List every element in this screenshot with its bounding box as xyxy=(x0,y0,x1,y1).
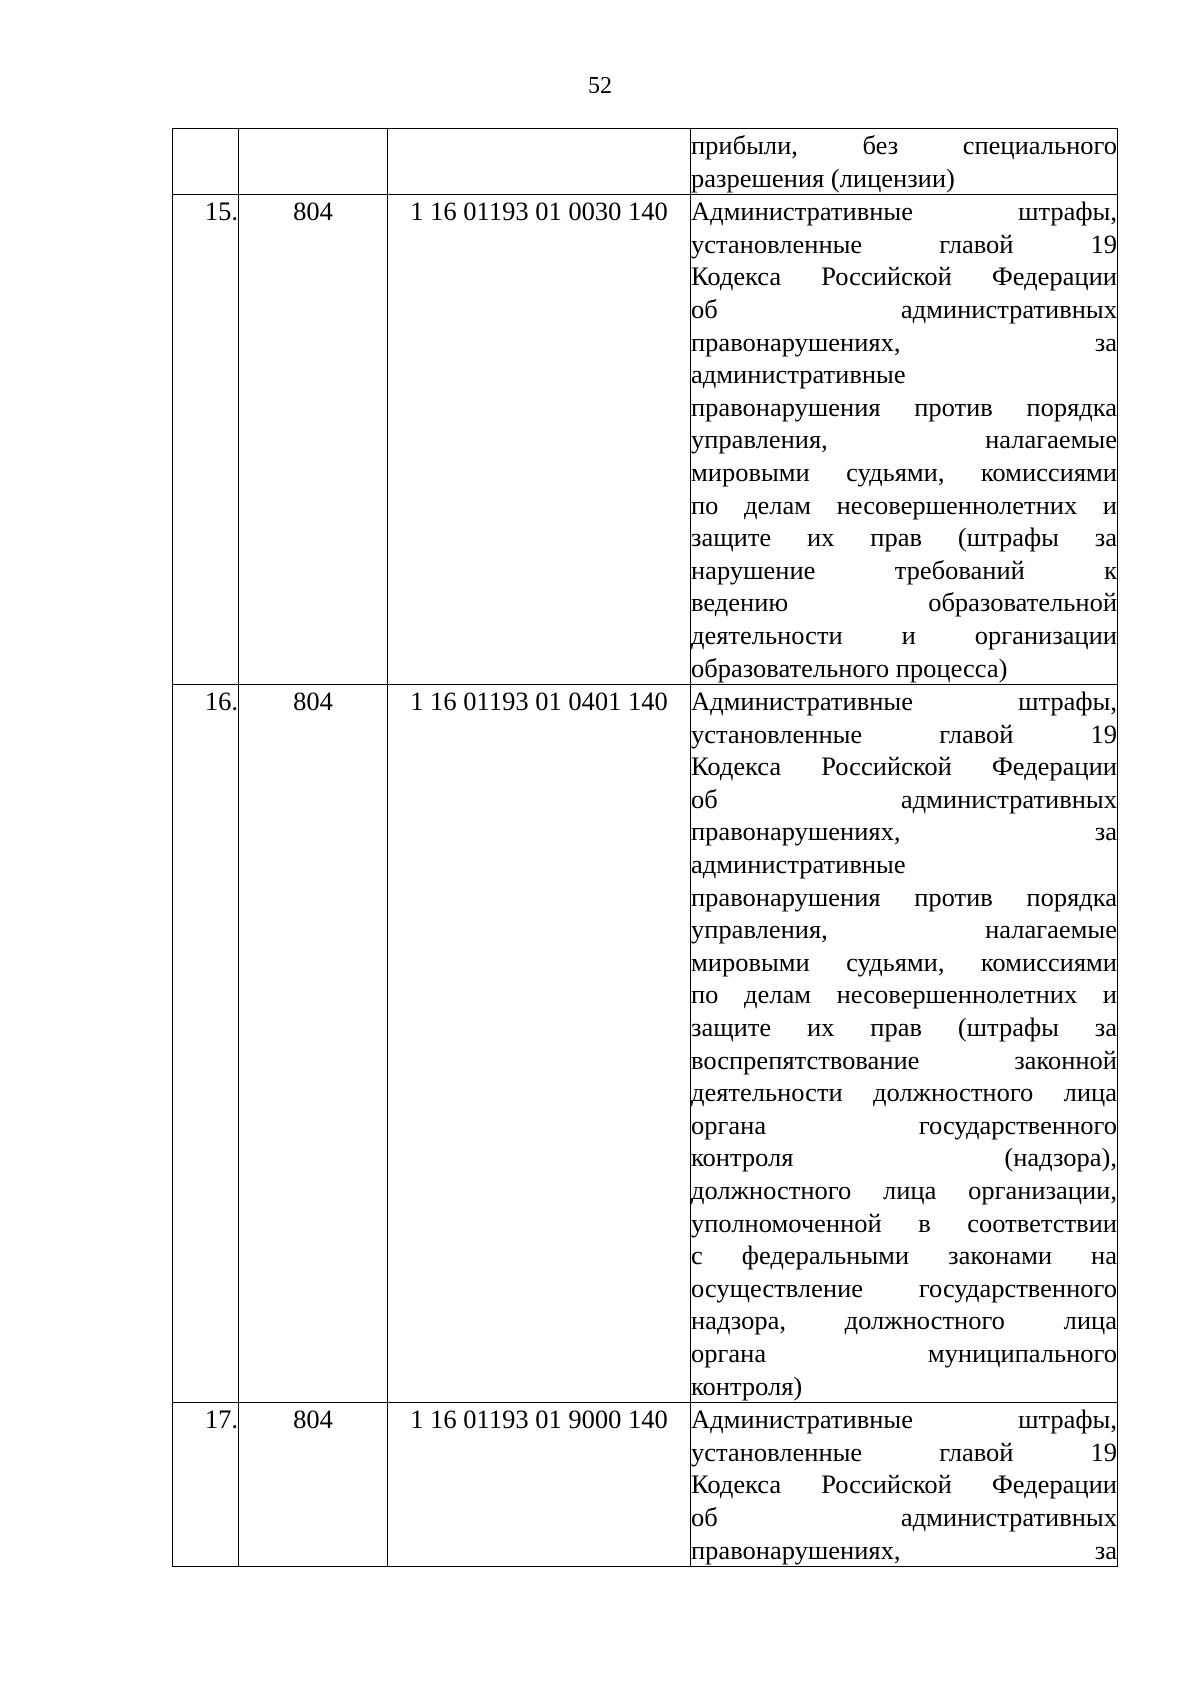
word: за xyxy=(1094,522,1117,553)
word: органа xyxy=(691,1109,767,1140)
description-line xyxy=(691,1109,1117,1142)
word: в xyxy=(918,1207,931,1238)
word: Российской xyxy=(821,751,952,782)
word: главой xyxy=(939,718,1014,749)
word: государственного xyxy=(918,1272,1117,1303)
word: порядка xyxy=(1026,391,1117,422)
word: Административные xyxy=(691,196,913,227)
description-line xyxy=(691,1468,1117,1501)
word: Кодекса xyxy=(691,1469,782,1500)
word: специального xyxy=(962,130,1117,160)
description-line xyxy=(691,978,1117,1011)
word: воспрепятствование xyxy=(691,1044,920,1075)
description-line xyxy=(691,423,1117,456)
kbk-code-cell xyxy=(388,129,691,195)
word: прибыли, xyxy=(691,130,798,160)
description-line xyxy=(691,1044,1117,1077)
word: Федерации xyxy=(991,261,1117,292)
word: и xyxy=(901,619,916,650)
admin-code-cell: 804 xyxy=(239,195,388,685)
kbk-code-cell: 1 16 01193 01 0030 140 xyxy=(388,195,691,685)
description-line xyxy=(691,1534,1117,1567)
word: осуществление xyxy=(691,1272,864,1303)
word: организации, xyxy=(968,1175,1117,1205)
description-line xyxy=(691,521,1117,554)
word: ведению xyxy=(691,587,789,618)
description-line xyxy=(691,1272,1117,1305)
word: Административные xyxy=(691,686,913,717)
word: (штрафы xyxy=(957,522,1059,553)
word: 19 xyxy=(1090,1436,1117,1467)
word: Федерации xyxy=(991,751,1117,782)
description-line xyxy=(691,685,1117,718)
word: требований xyxy=(894,554,1025,585)
admin-code-cell: 804 xyxy=(239,1403,388,1567)
word: и xyxy=(1102,979,1117,1010)
description-line xyxy=(691,1239,1117,1272)
word: правонарушения xyxy=(691,391,881,422)
word: об xyxy=(691,293,718,324)
description-line xyxy=(691,326,1117,359)
description-line xyxy=(691,1174,1117,1207)
word: прав xyxy=(870,1012,922,1043)
word: лица xyxy=(882,1175,937,1205)
word: организации xyxy=(974,619,1117,650)
word: судьями, xyxy=(846,946,945,977)
description-cell xyxy=(691,1403,1118,1567)
word: нарушение xyxy=(691,554,816,585)
word: несовершеннолетних xyxy=(836,489,1078,520)
description-line xyxy=(691,1207,1117,1240)
description-line xyxy=(691,1501,1117,1534)
description-line xyxy=(691,456,1117,489)
description-line: административные xyxy=(691,849,906,880)
word: уполномоченной xyxy=(691,1207,882,1238)
description-line xyxy=(691,881,1117,914)
description-line xyxy=(691,1436,1117,1469)
description-line xyxy=(691,913,1117,946)
description-cell xyxy=(691,685,1118,1403)
admin-code-cell: 804 xyxy=(239,685,388,1403)
word: лица xyxy=(1063,1305,1117,1336)
budget-code-table xyxy=(172,128,1118,1567)
word: мировыми xyxy=(691,456,810,487)
word: главой xyxy=(939,1436,1014,1467)
description-line xyxy=(691,1403,1117,1436)
description-cell xyxy=(691,195,1118,685)
description-line xyxy=(691,586,1117,619)
word: Российской xyxy=(821,1469,952,1500)
word: (надзора), xyxy=(1004,1142,1117,1173)
word: налагаемые xyxy=(985,914,1117,945)
word: органа xyxy=(691,1337,767,1368)
word: по xyxy=(691,489,719,520)
word: установленные xyxy=(691,718,863,749)
word: на xyxy=(1091,1240,1117,1271)
description-line xyxy=(691,293,1117,326)
word: должностного xyxy=(691,1175,852,1205)
word: государственного xyxy=(918,1109,1117,1140)
word: административных xyxy=(900,783,1117,814)
description-line: образовательного процесса) xyxy=(691,652,1008,683)
table-row xyxy=(173,195,1118,685)
word: штрафы, xyxy=(1018,1404,1117,1435)
description-line: контроля) xyxy=(691,1370,803,1401)
word: против xyxy=(914,391,993,422)
word: защите xyxy=(691,522,772,553)
word: законной xyxy=(1014,1044,1117,1075)
description-line: административные xyxy=(691,359,906,390)
word: установленные xyxy=(691,228,863,259)
word: комиссиями xyxy=(980,456,1117,487)
word: за xyxy=(1094,1012,1117,1043)
word: надзора, xyxy=(691,1305,786,1336)
word: делам xyxy=(744,979,812,1010)
row-number-cell xyxy=(173,129,239,195)
table-row xyxy=(173,1403,1118,1567)
kbk-code-cell: 1 16 01193 01 0401 140 xyxy=(388,685,691,1403)
description-line xyxy=(691,619,1117,652)
page-number: 52 xyxy=(588,73,612,99)
word: Административные xyxy=(691,1404,913,1435)
word: контроля xyxy=(691,1142,794,1173)
word: административных xyxy=(900,293,1117,324)
description-line xyxy=(691,815,1117,848)
word: Федерации xyxy=(991,1469,1117,1500)
row-number-cell: 15. xyxy=(173,195,239,685)
word: (штрафы xyxy=(957,1012,1059,1043)
word: за xyxy=(1094,1534,1117,1565)
word: управления, xyxy=(691,424,828,455)
description-line xyxy=(691,1011,1117,1044)
description-cell xyxy=(691,129,1118,195)
word: правонарушениях, xyxy=(691,816,901,847)
word: Кодекса xyxy=(691,261,782,292)
description-line xyxy=(691,750,1117,783)
word: за xyxy=(1094,816,1117,847)
description-line xyxy=(691,718,1117,751)
word: к xyxy=(1104,554,1117,585)
word: порядка xyxy=(1026,881,1117,912)
word: Кодекса xyxy=(691,751,782,782)
word: мировыми xyxy=(691,946,810,977)
description-line xyxy=(691,1141,1117,1174)
table-row xyxy=(173,129,1118,195)
word: по xyxy=(691,979,719,1010)
word: административных xyxy=(900,1501,1117,1532)
description-line xyxy=(691,1076,1117,1109)
word: несовершеннолетних xyxy=(836,979,1078,1010)
word: штрафы, xyxy=(1018,196,1117,227)
description-line xyxy=(691,1304,1117,1337)
description-line xyxy=(691,554,1117,587)
word: комиссиями xyxy=(980,946,1117,977)
word: штрафы, xyxy=(1018,686,1117,717)
word: 19 xyxy=(1090,228,1117,259)
word: об xyxy=(691,1501,718,1532)
description-line xyxy=(691,260,1117,293)
word: установленные xyxy=(691,1436,863,1467)
table-row xyxy=(173,685,1118,1403)
word: их xyxy=(807,522,835,553)
word: лица xyxy=(1063,1077,1117,1108)
row-number-cell: 17. xyxy=(173,1403,239,1567)
word: прав xyxy=(870,522,922,553)
word: налагаемые xyxy=(985,424,1117,455)
word: с xyxy=(691,1240,703,1271)
description-line xyxy=(691,129,1117,162)
description-line xyxy=(691,489,1117,522)
row-number-cell: 16. xyxy=(173,685,239,1403)
word: законами xyxy=(948,1240,1053,1271)
word: должностного xyxy=(873,1077,1034,1108)
description-line xyxy=(691,391,1117,424)
word: против xyxy=(914,881,993,912)
word: образовательной xyxy=(928,587,1117,618)
word: 19 xyxy=(1090,718,1117,749)
description-line xyxy=(691,195,1117,228)
word: судьями, xyxy=(846,456,945,487)
word: Российской xyxy=(821,261,952,292)
word: должностного xyxy=(844,1305,1005,1336)
description-line xyxy=(691,783,1117,816)
word: их xyxy=(807,1012,835,1043)
word: об xyxy=(691,783,718,814)
description-line xyxy=(691,946,1117,979)
word: деятельности xyxy=(691,1077,843,1108)
description-line: разрешения (лицензии) xyxy=(691,162,955,193)
word: правонарушения xyxy=(691,881,881,912)
word: защите xyxy=(691,1012,772,1043)
description-line xyxy=(691,228,1117,261)
word: делам xyxy=(744,489,812,520)
kbk-code-cell: 1 16 01193 01 9000 140 xyxy=(388,1403,691,1567)
word: правонарушениях, xyxy=(691,326,901,357)
admin-code-cell xyxy=(239,129,388,195)
word: муниципального xyxy=(927,1337,1117,1368)
word: деятельности xyxy=(691,619,843,650)
word: без xyxy=(862,130,899,160)
word: и xyxy=(1102,489,1117,520)
word: федеральными xyxy=(741,1240,910,1271)
word: главой xyxy=(939,228,1014,259)
word: управления, xyxy=(691,914,828,945)
word: за xyxy=(1094,326,1117,357)
word: правонарушениях, xyxy=(691,1534,901,1565)
word: соответствии xyxy=(967,1207,1117,1238)
description-line xyxy=(691,1337,1117,1370)
